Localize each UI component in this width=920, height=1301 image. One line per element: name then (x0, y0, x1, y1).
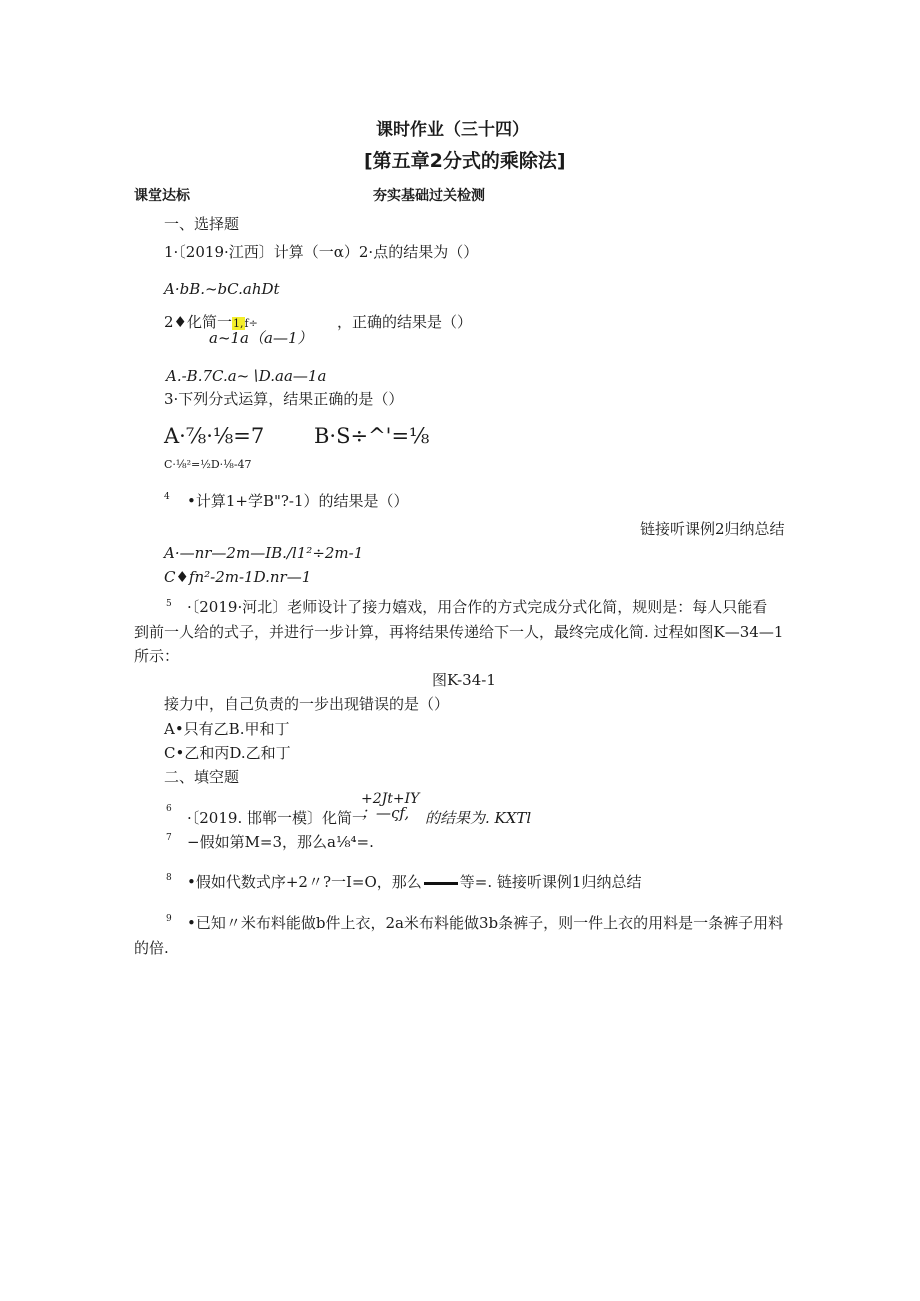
q2-stem-part-b: f÷ (244, 317, 258, 330)
q2-stem-tail: ，正确的结果是（） (337, 313, 473, 331)
q8-stem-part-a: •假如代数式序+2〃?一I=O，那么 (187, 873, 422, 891)
q6-fraction-bottom: ；—ςf, (360, 804, 410, 822)
q3-option-a: A·⅞·⅛=7 (164, 424, 265, 448)
q2-stem-part-a: 2♦化简一 (164, 313, 232, 331)
q2-sub-expression: a~1a（a—1） (209, 329, 313, 347)
q9-line-1: •已知〃米布料能做b件上衣，2a米布料能做3b条裤子，则一件上衣的用料是一条裤子用料 (187, 914, 784, 932)
q5-number: 5 (166, 599, 172, 609)
q6-number: 6 (166, 804, 172, 814)
q4-option-ab: A·—nr—2m—IB./l1²÷2m-1 (164, 544, 364, 562)
q3-option-b: B·S÷^'=⅛ (314, 424, 430, 448)
q3-stem: 3·下列分式运算，结果正确的是（） (164, 390, 404, 408)
section-label-right: 夯实基础过关检测 (373, 188, 485, 204)
q4-number: 4 (164, 492, 170, 502)
q9-number: 9 (166, 914, 172, 924)
q2-options: A.-B.7C.a~∖D.aa—1a (166, 367, 327, 385)
q3-option-cd: C·⅛²=½D·⅛-47 (164, 458, 252, 471)
chapter-subtitle: [第五章2分式的乘除法] (364, 150, 566, 172)
q8-stem (187, 872, 641, 892)
q5-line-3: 所示： (134, 647, 180, 665)
q1-stem: 1·〔2019·江西〕计算（一α）2·点的结果为（） (164, 243, 479, 261)
q7-number: 7 (166, 833, 172, 843)
q4-link-note: 链接听课例2归纳总结 (640, 520, 785, 538)
q6-stem-part-a: ·〔2019. 邯郸一模〕化简一 (187, 809, 367, 827)
part1-heading: 一、选择题 (164, 215, 240, 233)
q5-option-cd: C•乙和丙D.乙和丁 (164, 744, 291, 762)
q2-highlight: 1, (233, 317, 244, 330)
q6-stem-part-b: 的结果为. KXTl (424, 809, 532, 827)
q5-question: 接力中，自己负责的一步出现错误的是（） (164, 695, 450, 713)
q5-line-1: ·〔2019·河北〕老师设计了接力嬉戏，用合作的方式完成分式化简，规则是：每人只能看 (187, 598, 768, 616)
q6-fraction (360, 791, 425, 823)
q8-fraction-bar (424, 882, 458, 885)
q9-line-2: 的倍. (134, 939, 169, 957)
section-label-left: 课堂达标 (134, 188, 190, 204)
q5-option-ab: A•只有乙B.甲和丁 (164, 720, 290, 738)
q8-number: 8 (166, 873, 172, 883)
q5-line-2: 到前一人给的式子，并进行一步计算，再将结果传递给下一人，最终完成化简. 过程如图K—34—1 (134, 623, 784, 641)
page-title: 课时作业（三十四） (376, 120, 529, 140)
q4-option-cd: C♦fn²-2m-1D.nr—1 (164, 568, 312, 586)
q7-stem: −假如第M=3，那么a⅛⁴=. (187, 833, 374, 851)
q4-stem: •计算1+学B"?-1）的结果是（） (187, 492, 409, 510)
part2-heading: 二、填空题 (164, 768, 240, 786)
q6-stem (187, 791, 532, 828)
q1-options: A·bB.~bC.ahDt (164, 280, 280, 298)
q8-stem-part-b: 等=. 链接听课例1归纳总结 (459, 873, 642, 891)
q6-fraction-top: +2Jt+IY (360, 791, 420, 807)
figure-caption: 图K-34-1 (432, 671, 496, 689)
